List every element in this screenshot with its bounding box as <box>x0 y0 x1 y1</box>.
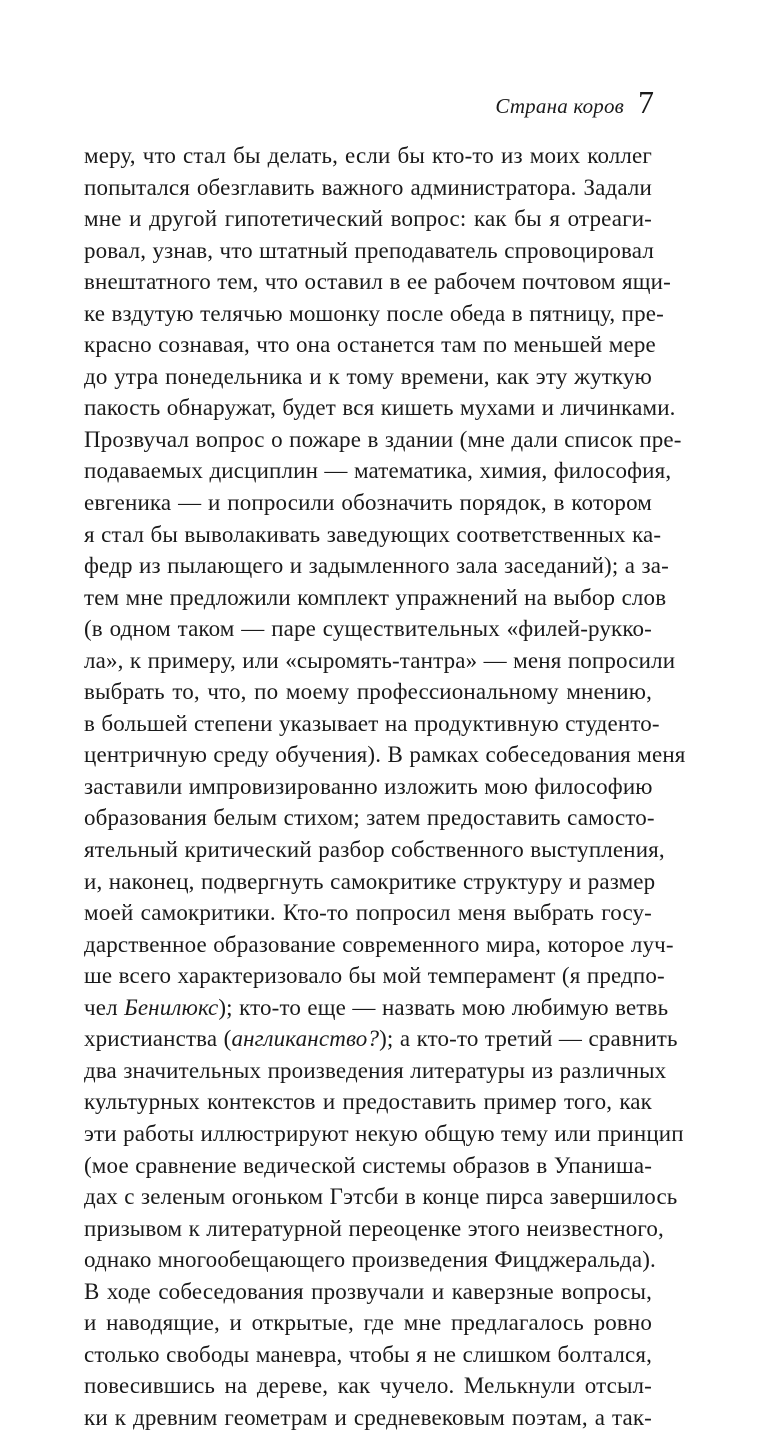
text-line: два значительных произведения литературы из различных <box>84 1057 667 1083</box>
text-line: и, наконец, подвергнуть самокритике структуру и размер <box>84 868 656 894</box>
text-line: (в одном таком — паре существительных «филей-рукко- <box>84 616 652 642</box>
text-line-with-italic <box>84 1023 678 1055</box>
text-line: до утра понедельника и к тому времени, как эту жуткую <box>84 363 652 389</box>
text-line: образования белым стихом; затем предоставить самосто- <box>84 805 655 831</box>
text-line: я стал бы выволакивать заведующих соответственных ка- <box>84 521 662 547</box>
text-line: попытался обезглавить важного администратора. Задали <box>84 174 652 200</box>
italic-term: Бенилюкс <box>124 994 219 1020</box>
text-line: Прозвучал вопрос о пожаре в здании (мне дали список пре- <box>84 426 682 452</box>
italic-term: англиканство? <box>231 1026 380 1052</box>
text-line: в большей степени указывает на продуктивную студенто- <box>84 710 660 736</box>
text-line: евгеника — и попросили обозначить порядок, в котором <box>84 490 652 516</box>
text-line: ровал, узнав, что штатный преподаватель спровоцировал <box>84 237 654 263</box>
text-line: В ходе собеседования прозвучали и каверзные вопросы, <box>84 1278 652 1304</box>
text-line: пакость обнаружат, будет вся кишеть мухами и личинками. <box>84 395 676 421</box>
text-line: ке вздутую телячью мошонку после обеда в пятницу, пре- <box>84 300 664 326</box>
text-line: ки к древним геометрам и средневековым поэтам, а так- <box>84 1404 652 1430</box>
text-line: столько свободы маневра, чтобы я не слишком болтался, <box>84 1341 652 1367</box>
text-run: ); кто-то еще — назвать мою любимую ветвь <box>218 994 669 1020</box>
text-line: эти работы иллюстрируют некую общую тему или принцип <box>84 1120 684 1146</box>
body-text <box>84 140 686 1433</box>
text-line: ла», к примеру, или «сыромять-тантра» — меня попросили <box>84 647 676 673</box>
text-line: дарственное образование современного мира, которое луч- <box>84 931 674 957</box>
text-line: ятельный критический разбор собственного выступления, <box>84 837 665 863</box>
text-line: подаваемых дисциплин — математика, химия, философия, <box>84 458 672 484</box>
text-line: выбрать то, что, по моему профессиональному мнению, <box>84 679 652 705</box>
text-line: дах с зеленым огоньком Гэтсби в конце пирса завершилось <box>84 1184 678 1210</box>
text-line: и наводящие, и открытые, где мне предлагалось ровно <box>84 1310 652 1336</box>
text-line: ше всего характеризовало бы мой темперамент (я предпо- <box>84 963 665 989</box>
text-line: культурных контекстов и предоставить пример того, как <box>84 1089 652 1115</box>
text-run: христианства ( <box>84 1026 232 1052</box>
text-line: моей самокритики. Кто-то попросил меня выбрать госу- <box>84 900 652 926</box>
running-title: Страна коров <box>495 94 624 118</box>
text-line: (мое сравнение ведической системы образов в Упаниша- <box>84 1152 652 1178</box>
text-run: чел <box>84 994 125 1020</box>
text-line: заставили импровизированно изложить мою философию <box>84 773 653 799</box>
text-line: однако многообещающего произведения Фицджеральда). <box>84 1247 656 1273</box>
running-head <box>495 86 654 119</box>
text-line: мне и другой гипотетический вопрос: как бы я отреаги- <box>84 206 652 232</box>
text-line: тем мне предложили комплект упражнений на выбор слов <box>84 584 667 610</box>
text-line-with-italic <box>84 992 669 1024</box>
text-line: меру, что стал бы делать, если бы кто-то из моих коллег <box>84 143 652 168</box>
text-line: центричную среду обучения). В рамках собеседования меня <box>84 742 686 768</box>
text-line: внештатного тем, что оставил в ее рабочем почтовом ящи- <box>84 269 671 295</box>
text-run: ); а кто-то третий — сравнить <box>379 1026 678 1052</box>
page-number: 7 <box>638 84 654 120</box>
text-line: повесившись на дереве, как чучело. Мелькнули отсыл- <box>84 1373 652 1399</box>
text-line: красно сознавая, что она останется там по меньшей мере <box>84 332 656 358</box>
text-line: призывом к литературной переоценке этого неизвестного, <box>84 1215 664 1241</box>
text-line: федр из пылающего и задымленного зала заседаний); а за- <box>84 553 669 579</box>
